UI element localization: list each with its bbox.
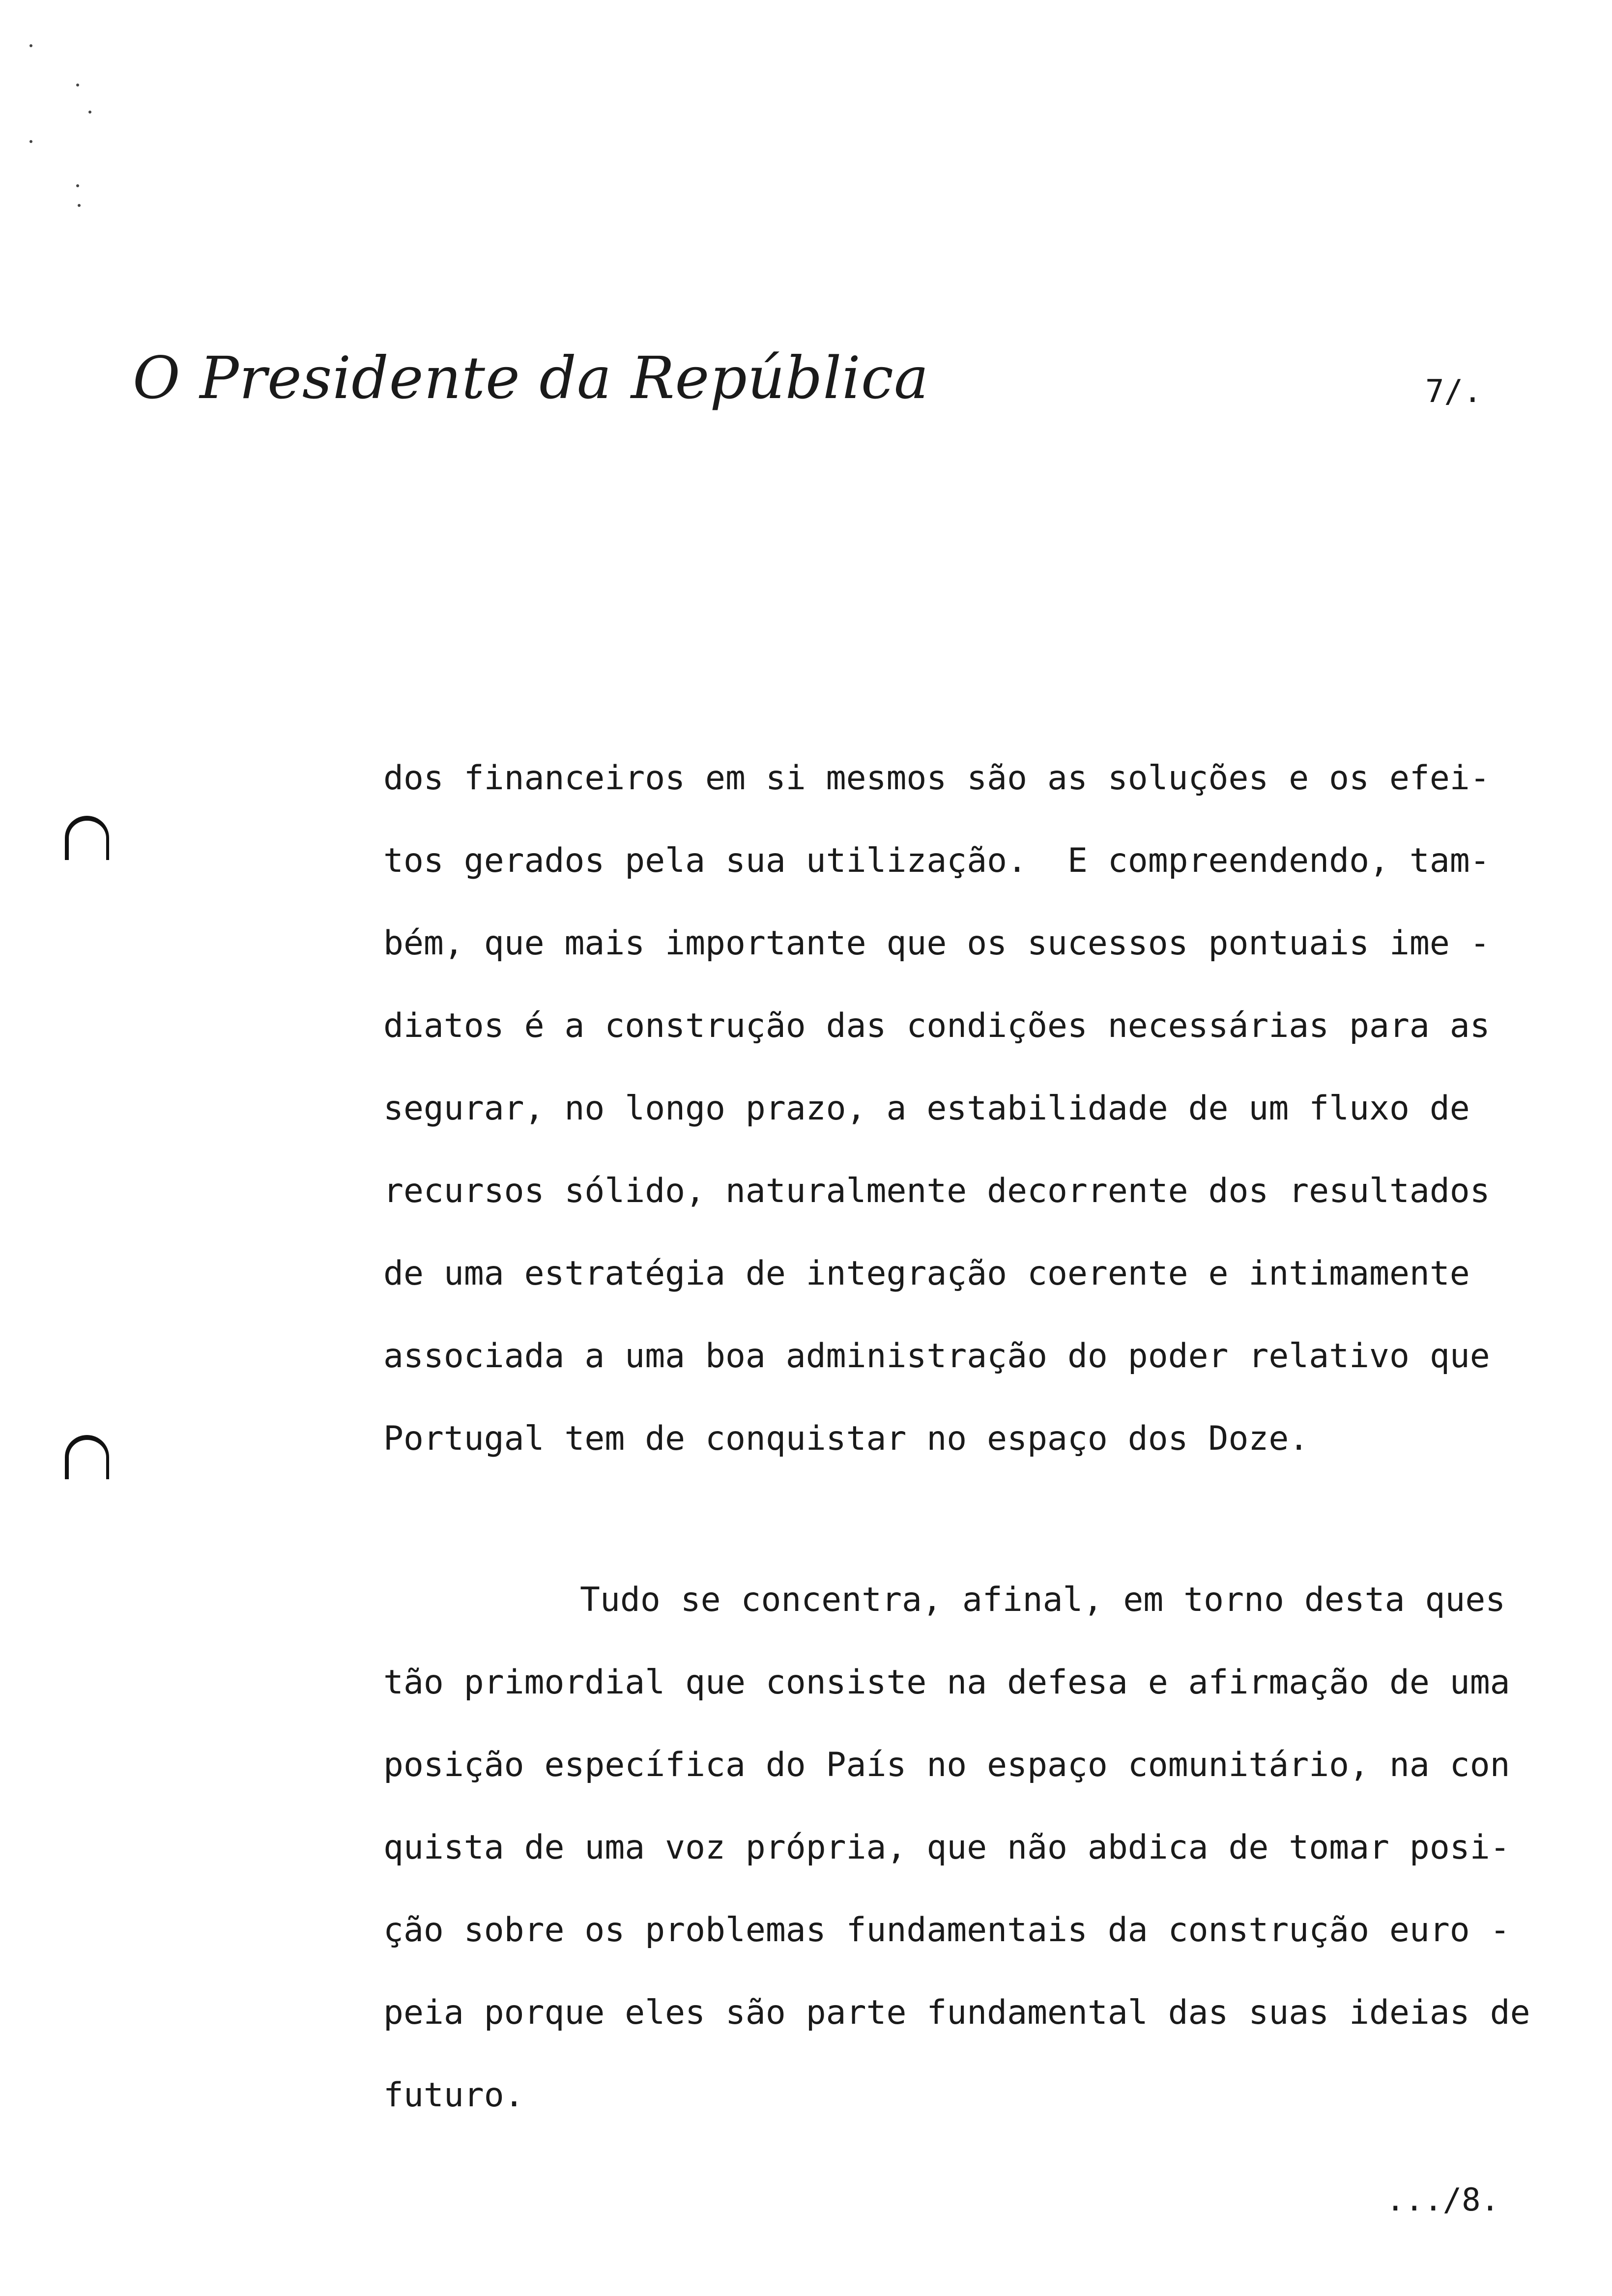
text-line: associada a uma boa administração do poder relativo que [383, 1337, 1490, 1376]
text-line: futuro. [383, 2076, 524, 2115]
text-line: Tudo se concentra, afinal, em torno desta ques [580, 1580, 1506, 1619]
continuation-marker: .../8. [1386, 2182, 1500, 2218]
text-line: recursos sólido, naturalmente decorrente dos resultados [383, 1172, 1490, 1210]
letter-body [383, 737, 1530, 2137]
scan-speck [88, 111, 91, 114]
punch-hole-mark [65, 1435, 109, 1479]
scan-speck [76, 84, 79, 86]
paragraph-spacer [383, 1480, 1494, 1559]
text-line: posição específica do País no espaço comunitário, na con [383, 1746, 1510, 1784]
paragraph [383, 737, 1494, 1480]
punch-hole-mark [65, 816, 109, 860]
text-line: diatos é a construção das condições necessárias para as [383, 1006, 1490, 1045]
page-number: 7/. [1425, 373, 1482, 410]
scan-speck [76, 184, 79, 187]
text-line: de uma estratégia de integração coerente e intimamente [383, 1254, 1470, 1293]
text-line: peia porque eles são parte fundamental das suas ideias de [383, 1993, 1530, 2032]
text-line: tão primordial que consiste na defesa e afirmação de uma [383, 1663, 1510, 1702]
scan-speck [78, 204, 81, 207]
text-line: ção sobre os problemas fundamentais da construção euro - [383, 1911, 1510, 1950]
scan-speck [29, 44, 32, 47]
text-line: Portugal tem de conquistar no espaço dos Doze. [383, 1419, 1309, 1458]
text-line: dos financeiros em si mesmos são as soluções e os efei- [383, 759, 1490, 798]
text-line: tos gerados pela sua utilização. E compreendendo, tam- [383, 841, 1490, 880]
letterhead-title: O Presidente da República [133, 344, 929, 412]
text-line: quista de uma voz própria, que não abdica de tomar posi- [383, 1828, 1510, 1867]
scan-speck [29, 140, 32, 143]
text-line: bém, que mais importante que os sucessos pontuais ime - [383, 924, 1490, 963]
text-line: segurar, no longo prazo, a estabilidade de um fluxo de [383, 1089, 1470, 1128]
paragraph [383, 1559, 1530, 2137]
